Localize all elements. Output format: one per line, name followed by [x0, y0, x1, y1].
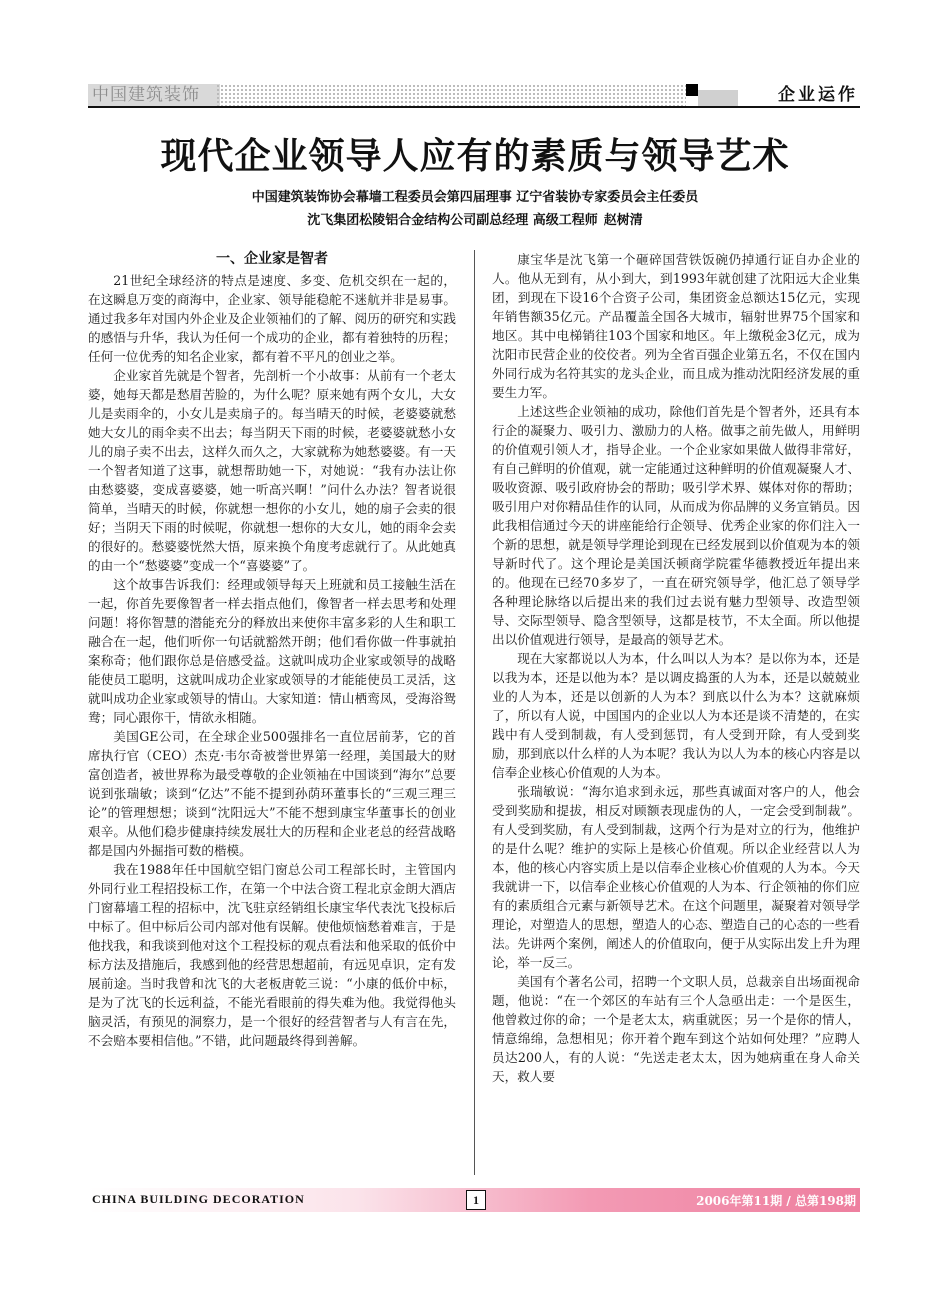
author-line-2 [0, 209, 950, 228]
paragraph: 美国有个著名公司，招聘一个文职人员，总裁亲自出场面视命题，他说：“在一个郊区的车站有三个人急亟出走：一个是医生，他曾救过你的命；一个是老太太，病重就医；另一个是你的情人，情意绵绵，急想相见；你开着个跑车到这个站如何处理？”应聘人员达200人，有的人说：“先送走老太太，因为她病重在身人命关天，救人要 [492, 974, 860, 1084]
paragraph: 现在大家都说以人为本，什么叫以人为本？是以你为本，还是以我为本，还是以他为本？是以调皮捣蛋的人为本，还是以兢兢业业的人为本，还是以创新的人为本？到底以什么为本？这就麻烦了，所以有人说，中国国内的企业以人为本还是谈不清楚的，在实践中有人受到制裁，有人受到惩罚，有人受到开除，有人受到奖励，那到底以什么样的人为本呢？我认为以人为本的核心内容是以信奉企业核心价值观的人为本。 [492, 651, 860, 780]
section-heading: 一、企业家是智者 [216, 251, 328, 267]
paragraph: 这个故事告诉我们：经理或领导每天上班就和员工接触生活在一起，你首先要像智者一样去指点他们，像智者一样去思考和处理问题！将你智慧的潜能充分的释放出来使你丰富多彩的人生和职工融合在一起，他们听你一句话就豁然开朗；他们看你做一件事就拍案称奇；他们跟你总是倍感受益。这就叫成功企业家或领导的战略能使员工聪明，这就叫成功企业家或领导的才能能使员工灵活，这就叫成功企业家或领导的情山。大家知道：情山栖鸾凤，受海浴鸳鸯；同心跟你干，情欲永相随。 [88, 577, 456, 725]
paragraph: 我在1988年任中国航空铝门窗总公司工程部长时，主管国内外同行业工程招投标工作，在第一个中法合资工程北京金朗大酒店门窗幕墙工程的招标中，沈飞驻京经销组长康宝华代表沈飞投标后中标了。但中标后公司内部对他有误解。使他烦恼愁着难言，于是他找我，和我谈到他对这个工程投标的观点看法和他采取的低价中标方法及措施后，我感到他的经营思想超前，有远见卓识，定有发展前途。当时我曾和沈飞的大老板唐乾三说：“小康的低价中标，是为了沈飞的长远利益，不能光看眼前的得失难为他。我觉得他头脑灵活，有预见的洞察力，是一个很好的经营智者与人有言在先，不会赔本要相信他。”不错，此问题最终得到善解。 [88, 862, 456, 1048]
paragraph: 张瑞敏说：“海尔追求到永远，那些真诚面对客户的人，他会受到奖励和提拔，相反对顾额表现虚伪的人，一定会受到制裁”。有人受到奖励，有人受到制裁，这两个行为是对立的行为，他维护的是什么呢？维护的实际上是核心价值观。所以企业经营以人为本，他的核心内容实质上是以信奉企业核心价值观的人为本。今天我就讲一下，以信奉企业核心价值观的人为本、行企领袖的你们应有的素质组合元素与新领导艺术。在这个问题里，凝聚着对领导学理论，对塑造人的思想，塑造人的心态、塑造自己的心态的一些看法。先讲两个案例，阐述人的价值取向，便于从实际出发上升为理论，举一反三。 [492, 784, 860, 970]
author-line-1: 中国建筑装饰协会幕墙工程委员会第四届理事 辽宁省装协专家委员会主任委员 [251, 190, 699, 205]
paragraph: 21世纪全球经济的特点是速度、多变、危机交织在一起的，在这瞬息万变的商海中，企业家、领导能稳舵不迷航并非是易事。通过我多年对国内外企业及企业领袖们的了解、阅历的研究和实践的感悟与升华，我认为任何一个成功的企业，都有着独特的历程；任何一位优秀的知名企业家，都有着不平凡的创业之举。 [88, 273, 456, 364]
article-title: 现代企业领导人应有的素质与领导艺术 [160, 136, 790, 177]
right-column [492, 250, 860, 1180]
author-position: 沈飞集团松陵铝合金结构公司副总经理 高级工程师 [307, 213, 598, 228]
header-rule [88, 106, 860, 108]
header-decor-block [686, 84, 698, 96]
header-decor-block-grey [698, 90, 738, 106]
paragraph: 美国GE公司，在全球企业500强排名一直位居前茅，它的首席执行官（CEO）杰克·韦尔奇被誉世界第一经理，美国最大的财富创造者，被世界称为最受尊敬的企业领袖在中国谈到“海尔”总要说到张瑞敏；谈到“亿达”不能不提到孙荫环董事长的“三观三理三论”的管理想想；谈到“沈阳远大”不能不想到康宝华董事长的创业艰辛。从他们稳步健康持续发展壮大的历程和企业老总的经营战略都是国内外掘指可数的楷模。 [88, 729, 456, 858]
footer-issue: 2006年第11期 / 总第198期 [696, 1194, 856, 1208]
column-divider [474, 250, 475, 1175]
paragraph: 上述这些企业领袖的成功，除他们首先是个智者外，还具有本行企的凝聚力、吸引力、激励力的人格。做事之前先做人，用鲜明的价值观引领人才，指导企业。一个企业家如果做人做得非常好，有自己鲜明的价值观，就一定能通过这种鲜明的价值观凝聚人才、吸收资源、吸引政府协会的帮助；吸引学术界、媒体对你的帮助；吸引用户对你精品佳作的认同，从而成为你品牌的义务宣销员。因此我相信通过今天的讲座能给行企领导、优秀企业家的你们注入一个新的思想，就是领导学理论到现在已经发展到以价值观为本的领导新时代了。这个理论是美国沃顿商学院霍华德教授近年提出来的。他现在已经70多岁了，一直在研究领导学，他汇总了领导学各种理论脉络以后提出来的我们过去说有魅力型领导、改造型领导、交际型领导、隐含型领导，这都是枝节，不太全面。所以他提出以价值观进行领导，是最高的领导艺术。 [492, 404, 860, 647]
footer-magazine-en: CHINA BUILDING DECORATION [92, 1192, 305, 1206]
magazine-name: 中国建筑装饰 [88, 84, 220, 106]
section-label: 企业运作 [778, 85, 858, 105]
header-dot-pattern [216, 84, 686, 106]
page-number: 1 [466, 1190, 486, 1210]
paragraph: 企业家首先就是个智者，先剖析一个小故事：从前有一个老太婆，她每天都是愁眉苦脸的，为什么呢？原来她有两个女儿，大女儿是卖雨伞的，小女儿是卖扇子的。每当晴天的时候，老婆婆就愁她大女儿的雨伞卖不出去；每当阴天下雨的时候，老婆婆就愁小女儿的扇子卖不出去，这样久而久之，大家就称为她愁婆婆。有一天一个智者知道了这事，就想帮助她一下，对她说：“我有办法让你由愁婆婆，变成喜婆婆，她一听高兴啊！”问什么办法？智者说很简单，当晴天的时候，你就想一想你的小女儿，她的扇子会卖的很好；当阴天下雨的时候呢，你就想一想你的大女儿，她的雨伞会卖的很好的。愁婆婆恍然大悟，原来换个角度考虑就行了。从此她真的由一个“愁婆婆”变成一个“喜婆婆”了。 [88, 368, 456, 573]
author-name: 赵树清 [603, 213, 643, 228]
left-column [88, 250, 456, 1180]
paragraph: 康宝华是沈飞第一个砸碎国营铁饭碗仍掉通行证自办企业的人。他从无到有，从小到大，到1993年就创建了沈阳远大企业集团，到现在下设16个合资子公司，集团资金总额达15亿元，实现年销售额35亿元。产品覆盖全国各大城市，辐射世界75个国家和地区。其中电梯销往103个国家和地区。年上缴税金3亿元，成为沈阳市民营企业的佼佼者。列为全省百强企业第五名，不仅在国内外同行成为名符其实的龙头企业，而且成为推动沈阳经济发展的重要生力军。 [492, 252, 860, 400]
